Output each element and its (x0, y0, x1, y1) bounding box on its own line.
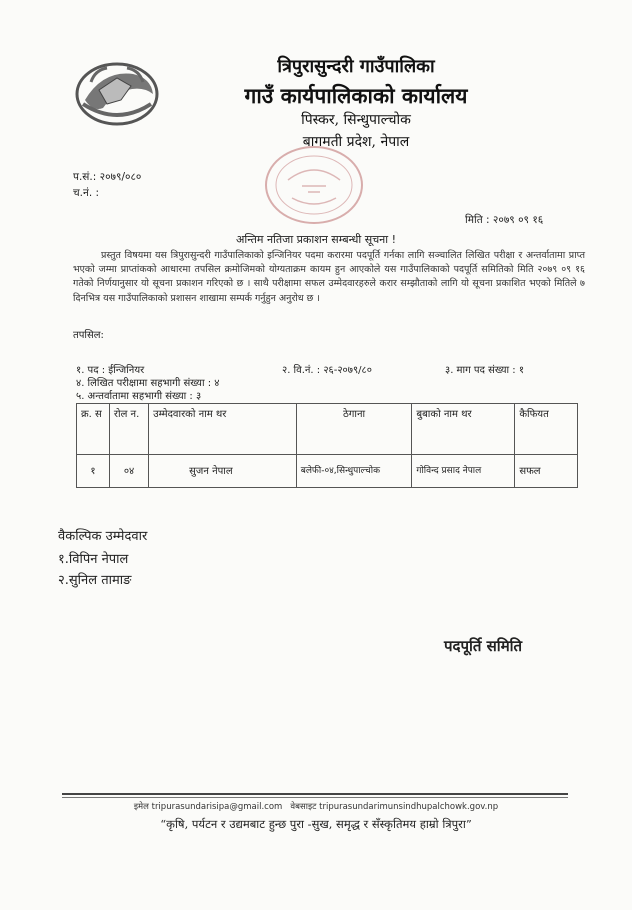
table-row (77, 455, 578, 488)
cell-father-name: गोविन्द प्रसाद नेपाल (412, 455, 515, 488)
result-table (76, 403, 578, 488)
post-info: १. पद : ईन्जिनियर (76, 365, 145, 376)
col-address: ठेगाना (296, 404, 412, 455)
cell-serial: १ (77, 455, 110, 488)
notice-subject: अन्तिम नतिजा प्रकाशन सम्बन्धी सूचना ! (235, 233, 397, 246)
col-father-name: बुबाको नाम थर (412, 404, 515, 455)
footer-divider-thin (62, 797, 568, 798)
col-serial: क्र. स (77, 404, 110, 455)
cell-candidate-name: सुजन नेपाल (149, 455, 297, 488)
col-roll: रोल न. (109, 404, 148, 455)
demand-post-count: ३. माग पद संख्या : १ (445, 365, 525, 376)
signatory-committee: पदपूर्ति समिति (444, 637, 523, 655)
col-candidate-name: उम्मेदवारको नाम थर (149, 404, 297, 455)
notice-paragraph: प्रस्तुत विषयमा यस त्रिपुरासुन्दरी गाउँपालिकाको इन्जिनियर पदमा करारमा पदपूर्ति गर्नका लागि सञ्चालित लिखित परीक्षा र अन्तर्वातामा प्राप्त भएको जम्मा प्राप्तांकको आधारमा तपसिल क्रमोजिमको योग्यताक्रम कायम हुन आएकोले यस गाउँपालिकाको पदपूर्ति समितिको मिति २०७९ ०९ १६ गतेको निर्णयानुसार यो सूचना प्रकाशन गरिएको छ । साथै परीक्षामा सफल उम्मेदवारहरुले करार सम्झौताको लागि यो सूचना प्रकाशित भएको मितिले ७ दिनभित्र यस गाउँपालिकाको प्रशासन शाखामा सम्पर्क गर्नुहुन अनुरोध छ । (73, 250, 585, 304)
province-country: बागमती प्रदेश, नेपाल (302, 134, 410, 150)
municipality-name: त्रिपुरासुन्दरी गाउँपालिका (277, 56, 435, 77)
office-name: गाउँ कार्यपालिकाको कार्यालय (244, 83, 468, 108)
alternate-candidate-1: १.विपिन नेपाल (58, 552, 129, 567)
website-label: वेबसाइट (290, 802, 317, 812)
reference-number: प.सं.: २०७९/०८० (73, 171, 142, 183)
written-exam-participants: ४. लिखित परीक्षामा सहभागी संख्या : ४ (76, 378, 220, 389)
footer-contact (0, 801, 632, 812)
cell-address: बलेफी-०४,सिन्धुपाल्चोक (296, 455, 412, 488)
table-header-row (77, 404, 578, 455)
footer-divider (62, 793, 568, 795)
official-stamp (258, 140, 370, 230)
details-label: तपसिल: (73, 330, 104, 341)
footer-website: tripurasundarimunsindhupalchowk.gov.np (319, 802, 499, 812)
office-address: पिस्कर, सिन्धुपाल्चोक (301, 112, 411, 128)
notice-date: मिति : २०७९ ०९ १६ (465, 214, 544, 226)
footer-email: tripurasundarisipa@gmail.com (151, 802, 283, 812)
dispatch-number: च.नं. : (73, 187, 100, 199)
cell-remarks: सफल (515, 455, 578, 488)
advertisement-number: २. वि.नं. : २६-२०७९/८० (282, 365, 372, 376)
alternate-candidates-title: वैकल्पिक उम्मेदवार (58, 529, 148, 544)
col-remarks: कैफियत (515, 404, 578, 455)
cell-roll: ०४ (109, 455, 148, 488)
alternate-candidate-2: २.सुनिल तामाङ (58, 573, 132, 588)
email-label: इमेल (133, 802, 149, 812)
footer-motto: “कृषि, पर्यटन र उद्यमबाट हुन्छ पुरा -सुख, समृद्ध र सँस्कृतिमय हाम्रो त्रिपुरा” (160, 817, 472, 831)
interview-participants: ५. अन्तर्वातामा सहभागी संख्या : ३ (76, 391, 202, 402)
